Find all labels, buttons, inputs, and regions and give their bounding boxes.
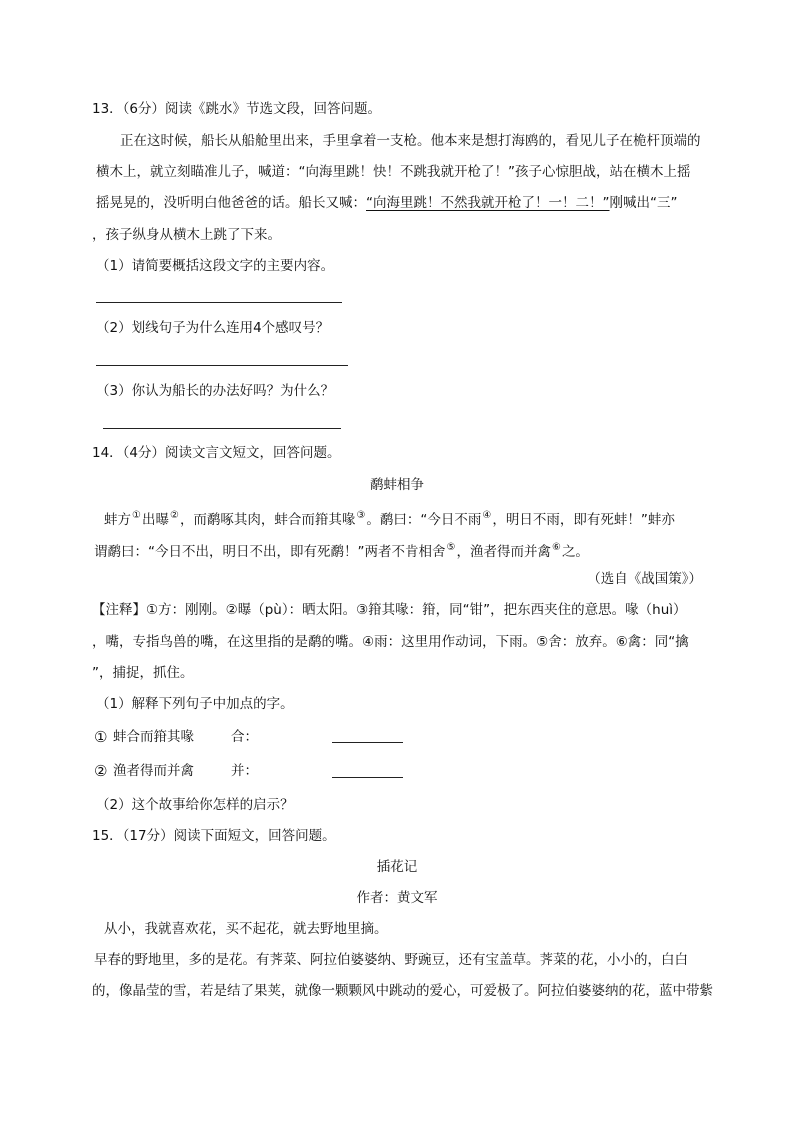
footnote-marker-4: ④	[482, 510, 492, 521]
footnote-marker-1: ①	[132, 510, 141, 521]
q14-item-1-answer-blank[interactable]	[332, 742, 403, 743]
q14-item-2-number: ②	[94, 762, 108, 780]
q13-answer-line-3[interactable]	[103, 428, 341, 429]
q15-author: 作者：黄文军	[356, 890, 438, 906]
q14-notes-line-2: ，嘴，专指鸟兽的嘴，在这里指的是鹬的嘴。④雨：这里用作动词，下雨。⑤舍：放弃。⑥禽：同“擒	[92, 634, 689, 650]
q15-header: 15．（17分）阅读下面短文，回答问题。	[92, 828, 336, 844]
q14-item-1-number: ①	[94, 728, 108, 746]
q15-paragraph-2-line-1: 早春的野地里，多的是花。有荠菜、阿拉伯婆婆纳、野豌豆，还有宝盖草。荠菜的花，小小的，白白	[94, 952, 688, 968]
q13-underlined-sentence: “向海里跳！不然我就开枪了！一！二！”	[366, 195, 610, 211]
q13-answer-line-1[interactable]	[96, 302, 342, 303]
q13-passage-line-3	[96, 193, 678, 213]
q14-item-2-answer-blank[interactable]	[332, 777, 403, 778]
q13-passage-line-2: 横木上，就立刻瞄准儿子，喊道：“向海里跳！快！不跳我就开枪了！”孩子心惊胆战，站在横木上摇	[96, 164, 691, 180]
q13-subquestion-1: （1）请简要概括这段文字的主要内容。	[96, 258, 335, 274]
q13-passage-line-3-end: 刚喊出“三”	[609, 195, 678, 211]
q14-notes-line-3: ”，捕捉，抓住。	[92, 665, 194, 681]
q14-source: （选自《战国策》）	[587, 571, 702, 587]
q14-classical-line-1: 蚌方①出曝②，而鹬啄其肉，蚌合而箝其喙③。鹬曰：“今日不雨④，明日不雨，即有死蚌！”蚌亦	[104, 510, 675, 528]
q14-notes-line-1: 【注释】①方：刚刚。②曝（pù）：晒太阳。③箝其喙：箝，同“钳”，把东西夹住的意思。喙（huì）	[92, 602, 687, 618]
footnote-marker-2: ②	[169, 510, 179, 521]
q14-subquestion-1: （1）解释下列句子中加点的字。	[96, 696, 294, 712]
q13-passage-line-3-start: 摇晃晃的，没听明白他爸爸的话。船长又喊：	[96, 195, 366, 211]
q14-item-2-sentence: 渔者得而并禽	[113, 763, 194, 779]
q14-item-1-word: 合：	[231, 729, 258, 745]
q15-title: 插花记	[376, 859, 418, 875]
q15-paragraph-2-line-2: 的，像晶莹的雪，若是结了果荚，就像一颗颗风中跳动的爱心，可爱极了。阿拉伯婆婆纳的花，蓝中带紫	[92, 983, 713, 999]
q14-item-1-sentence: 蚌合而箝其喙	[113, 729, 194, 745]
q13-subquestion-2: （2）划线句子为什么连用4个感叹号？	[96, 320, 330, 336]
q15-paragraph-1: 从小，我就喜欢花，买不起花，就去野地里摘。	[104, 921, 388, 937]
q13-answer-line-2[interactable]	[96, 365, 348, 366]
q14-item-2-word: 并：	[231, 763, 258, 779]
footnote-marker-5: ⑤	[446, 542, 456, 553]
q13-header: 13．（6分）阅读《跳水》节选文段，回答问题。	[92, 101, 382, 117]
q14-header: 14．（4分）阅读文言文短文，回答问题。	[92, 445, 341, 461]
q13-passage-line-1: 正在这时候，船长从船舱里出来，手里拿着一支枪。他本来是想打海鸥的，看见儿子在桅杆顶端的	[120, 133, 701, 149]
q13-subquestion-3: （3）你认为船长的办法好吗？为什么？	[96, 383, 335, 399]
footnote-marker-3: ③	[356, 510, 366, 521]
footnote-marker-6: ⑥	[551, 542, 561, 553]
q14-title: 鹬蚌相争	[370, 477, 424, 493]
q14-subquestion-2: （2）这个故事给你怎样的启示？	[96, 797, 294, 813]
q14-classical-line-2: 谓鹬曰：“今日不出，明日不出，即有死鹬！”两者不肯相舍⑤，渔者得而并禽⑥之。	[94, 542, 589, 560]
q13-passage-line-4: ，孩子纵身从横木上跳了下来。	[92, 227, 281, 243]
